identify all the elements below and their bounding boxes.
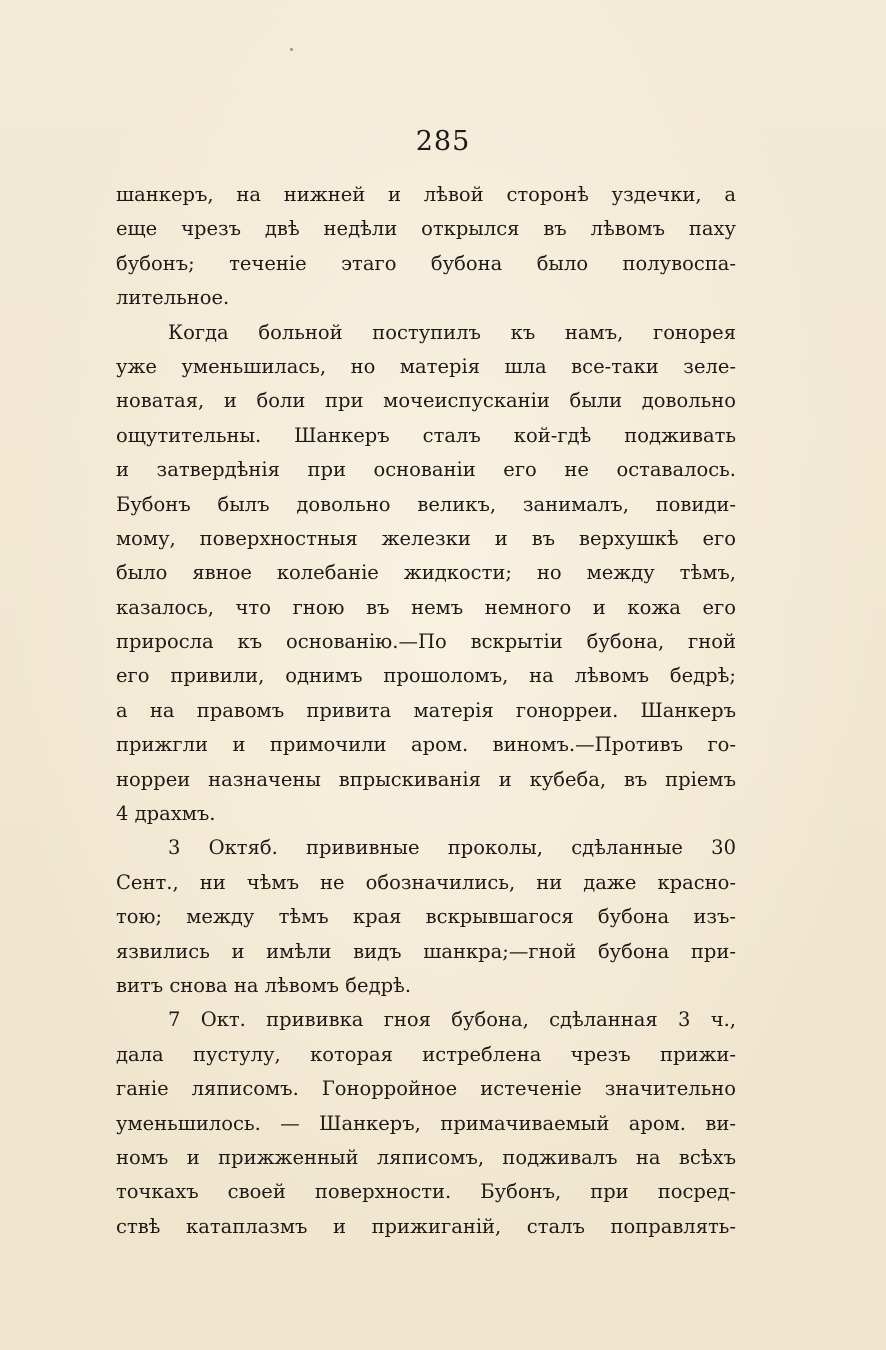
text-line: Когда больной поступилъ къ намъ, гонорея <box>168 320 736 344</box>
text-line: номъ и прижженный ляписомъ, подживалъ на всѣхъ <box>116 1145 736 1169</box>
text-line: 4 драхмъ. <box>116 802 216 826</box>
text-line: тою; между тѣмъ края вскрывшагося бубона изъ- <box>116 905 736 929</box>
text-line: мому, поверхностныя железки и въ верхушкѣ его <box>116 526 736 550</box>
print-speck <box>290 48 293 51</box>
text-line: уменьшилось. — Шанкеръ, примачиваемый аром. ви- <box>116 1111 736 1135</box>
text-line: ганіе ляписомъ. Гонорройное истеченіе значительно <box>116 1077 736 1101</box>
text-line: точкахъ своей поверхности. Бубонъ, при посред- <box>116 1180 736 1204</box>
body-text <box>116 178 736 1244</box>
text-line: новатая, и боли при мочеиспусканіи были довольно <box>116 389 736 413</box>
text-line: уже уменьшилась, но матерія шла все-таки зеле- <box>116 354 736 378</box>
text-line: 7 Окт. прививка гноя бубона, сдѣланная 3 ч., <box>168 1008 736 1032</box>
text-line: еще чрезъ двѣ недѣли открылся въ лѣвомъ паху <box>116 217 736 241</box>
text-line: его привили, однимъ прошоломъ, на лѣвомъ бедрѣ; <box>116 664 736 688</box>
text-line: шанкеръ, на нижней и лѣвой сторонѣ уздечки, а <box>116 183 736 206</box>
text-line: 3 Октяб. прививные проколы, сдѣланные 30 <box>168 836 736 860</box>
text-line: казалось, что гною въ немъ немного и кожа его <box>116 595 736 619</box>
text-line: было явное колебаніе жидкости; но между тѣмъ, <box>116 561 736 585</box>
text-line: прижгли и примочили аром. виномъ.—Противъ го- <box>116 733 736 757</box>
text-line: а на правомъ привита матерія гонорреи. Шанкеръ <box>116 698 736 722</box>
text-line: Сент., ни чѣмъ не обозначились, ни даже красно- <box>116 870 736 894</box>
text-line: бубонъ; теченіе этаго бубона было полувоспа- <box>116 251 736 275</box>
page-number: 285 <box>415 126 471 157</box>
text-line: норреи назначены впрыскиванія и кубеба, въ пріемъ <box>116 767 736 791</box>
text-line: язвились и имѣли видъ шанкра;—гной бубона при- <box>116 939 736 963</box>
text-line: приросла къ основанію.—По вскрытіи бубона, гной <box>116 630 736 654</box>
text-line: ствѣ катаплазмъ и прижиганій, сталъ поправлять- <box>116 1214 736 1238</box>
text-line: лительное. <box>116 286 230 310</box>
text-line: витъ снова на лѣвомъ бедрѣ. <box>116 973 412 997</box>
text-line: ощутительны. Шанкеръ сталъ кой-гдѣ подживать <box>116 423 736 447</box>
text-line: дала пустулу, которая истреблена чрезъ прижи- <box>116 1042 736 1066</box>
text-line: Бубонъ былъ довольно великъ, занималъ, повиди- <box>116 492 736 516</box>
text-line: и затвердѣнія при основаніи его не оставалось. <box>116 458 736 482</box>
